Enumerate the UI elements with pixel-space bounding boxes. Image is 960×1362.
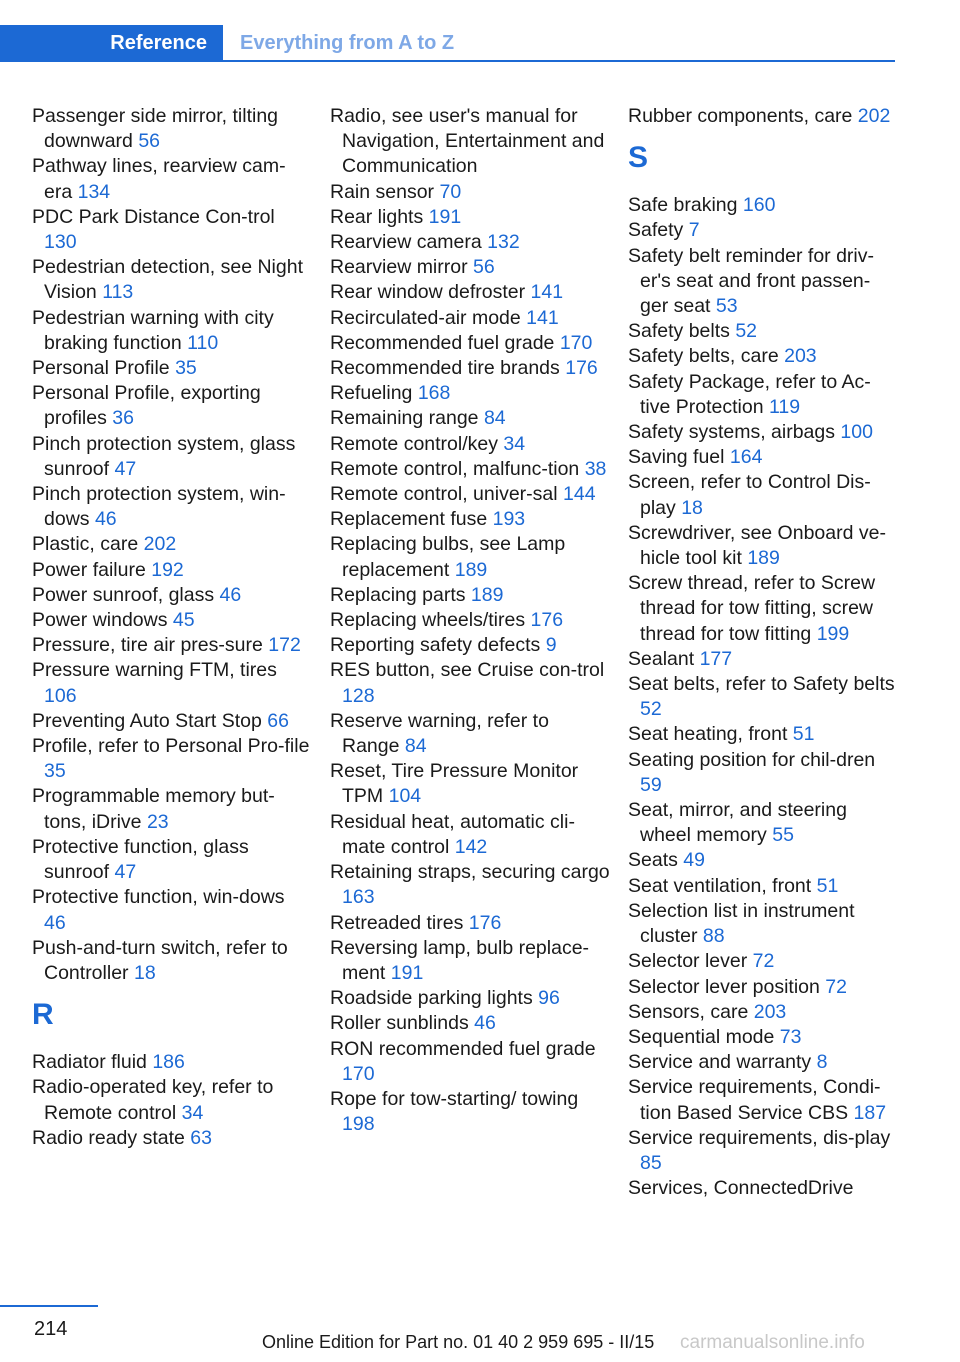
index-entry-text: Remote control, univer-sal bbox=[330, 483, 558, 506]
index-entry bbox=[32, 1075, 310, 1125]
index-letter-heading: S bbox=[628, 141, 649, 175]
index-entry bbox=[32, 306, 310, 356]
index-entry bbox=[628, 722, 898, 747]
index-entry bbox=[628, 672, 898, 722]
page-link[interactable]: 45 bbox=[172, 609, 195, 632]
index-entry bbox=[628, 319, 898, 344]
page-link[interactable]: 191 bbox=[390, 961, 424, 984]
index-entry-text: Screwdriver, see Onboard ve-hicle tool kit bbox=[628, 521, 886, 570]
page-link[interactable]: 7 bbox=[688, 219, 700, 242]
page-link[interactable]: 38 bbox=[584, 457, 607, 480]
page-link[interactable]: 170 bbox=[559, 331, 593, 354]
index-entry bbox=[628, 344, 898, 369]
index-entry bbox=[32, 936, 310, 986]
index-entry-text: Passenger side mirror, tilting downward bbox=[32, 105, 279, 153]
index-entry-text: Rain sensor bbox=[330, 180, 435, 203]
page-link[interactable]: 35 bbox=[44, 760, 66, 783]
index-entry-text: Replacing bulbs, see Lamp replacement bbox=[330, 533, 566, 581]
index-entry-text: Screw thread, refer to Screw thread for tow fitting, screw thread for tow fitting bbox=[628, 572, 876, 645]
index-entry-text: Seating position for chil-dren bbox=[628, 748, 876, 771]
page-link[interactable]: 53 bbox=[715, 295, 738, 318]
index-entry-text: Radio ready state bbox=[32, 1126, 185, 1149]
index-entry bbox=[32, 558, 310, 583]
index-entry-text: Safety Package, refer to Ac-tive Protection bbox=[628, 370, 871, 418]
page-link[interactable]: 186 bbox=[152, 1051, 185, 1074]
index-entry-text: PDC Park Distance Con-trol bbox=[32, 205, 275, 228]
page-link[interactable]: 202 bbox=[857, 105, 891, 127]
index-entry-text: Power sunroof, glass bbox=[32, 583, 215, 606]
page-link[interactable]: 176 bbox=[565, 357, 598, 380]
page-link[interactable]: 142 bbox=[454, 835, 488, 858]
index-entry-text: Retaining straps, securing cargo bbox=[330, 861, 610, 884]
section-tab bbox=[0, 25, 223, 62]
index-entry-text: Screen, refer to Control Dis-play bbox=[628, 471, 871, 519]
page-link[interactable]: 189 bbox=[470, 583, 504, 606]
index-entry-text: Reset, Tire Pressure Monitor TPM bbox=[330, 760, 579, 808]
page-link[interactable]: 72 bbox=[825, 975, 847, 998]
page-link[interactable]: 170 bbox=[342, 1062, 375, 1085]
page-link[interactable]: 119 bbox=[768, 395, 801, 418]
index-entry-text: Seat heating, front bbox=[628, 723, 788, 746]
index-entry-text: Personal Profile, exporting profiles bbox=[32, 382, 261, 430]
index-entry-text: Service requirements, Condi-tion Based Service CBS bbox=[628, 1076, 881, 1124]
page-link[interactable]: 46 bbox=[474, 1012, 496, 1035]
index-entry bbox=[330, 759, 610, 809]
index-entry-text: Sensors, care bbox=[628, 1000, 749, 1023]
index-entry bbox=[32, 1050, 310, 1075]
page-link[interactable]: 163 bbox=[342, 886, 375, 909]
index-entry-text: Push-and-turn switch, refer to Controller bbox=[32, 936, 288, 984]
index-entry-text: Recirculated-air mode bbox=[330, 306, 521, 329]
index-entry-text: Replacing wheels/tires bbox=[330, 609, 526, 632]
index-entry bbox=[330, 633, 610, 658]
index-entry-text: Programmable memory but-tons, iDrive bbox=[32, 785, 275, 833]
index-entry-text: Services, ConnectedDrive bbox=[628, 1177, 854, 1200]
page-link[interactable]: 203 bbox=[753, 1000, 787, 1023]
index-entry bbox=[32, 784, 310, 834]
index-entry-text: Selector lever bbox=[628, 950, 748, 973]
index-entry-text: Remaining range bbox=[330, 407, 479, 430]
index-entry bbox=[330, 911, 610, 936]
index-entry bbox=[628, 104, 898, 129]
index-entry bbox=[330, 709, 610, 759]
index-entry-text: Safe braking bbox=[628, 194, 738, 217]
page-link[interactable]: 46 bbox=[94, 508, 117, 531]
page-link[interactable]: 193 bbox=[492, 508, 526, 531]
index-entry bbox=[32, 608, 310, 633]
page-link[interactable]: 36 bbox=[112, 407, 134, 430]
index-entry bbox=[330, 205, 610, 230]
index-entry-text: Seat ventilation, front bbox=[628, 874, 812, 897]
index-entry-text: Rearview camera bbox=[330, 231, 482, 254]
index-entry bbox=[628, 1000, 898, 1025]
index-entry bbox=[628, 874, 898, 899]
index-entry bbox=[330, 356, 610, 381]
page-link[interactable]: 52 bbox=[735, 320, 758, 343]
index-entry-text: Saving fuel bbox=[628, 446, 725, 469]
index-entry bbox=[628, 1075, 898, 1125]
index-entry-text: Rope for tow-starting/ towing bbox=[330, 1087, 579, 1110]
page-link[interactable]: 70 bbox=[439, 180, 462, 203]
index-entry-text: Pinch protection system, glass sunroof bbox=[32, 432, 296, 480]
index-entry bbox=[628, 1126, 898, 1176]
header-rule bbox=[223, 60, 895, 62]
index-entry-text: Plastic, care bbox=[32, 533, 139, 556]
page-link[interactable]: 144 bbox=[563, 483, 596, 506]
index-entry-text: Pathway lines, rearview cam-era bbox=[32, 155, 286, 203]
page-link[interactable]: 113 bbox=[102, 281, 134, 304]
page-link[interactable]: 9 bbox=[545, 634, 557, 657]
index-entry-text: Power windows bbox=[32, 609, 168, 632]
index-entry bbox=[32, 658, 310, 708]
index-entry-text: Roller sunblinds bbox=[330, 1012, 469, 1035]
index-entry bbox=[330, 457, 610, 482]
index-entry bbox=[32, 583, 310, 608]
page-link[interactable]: 47 bbox=[114, 457, 137, 480]
page-link[interactable]: 66 bbox=[267, 709, 289, 732]
index-entry bbox=[32, 104, 310, 154]
page-link[interactable]: 141 bbox=[530, 281, 564, 304]
index-entry-text: Seat, mirror, and steering wheel memory bbox=[628, 799, 847, 847]
index-entry bbox=[32, 482, 310, 532]
page-link[interactable]: 164 bbox=[729, 446, 763, 469]
page-link[interactable]: 192 bbox=[151, 558, 184, 581]
index-entry bbox=[628, 975, 898, 1000]
index-entry bbox=[330, 1037, 610, 1087]
page-link[interactable]: 168 bbox=[417, 382, 451, 405]
index-entry-text: Safety bbox=[628, 219, 684, 242]
index-entry bbox=[32, 432, 310, 482]
page-link[interactable]: 84 bbox=[483, 407, 506, 430]
index-entry bbox=[628, 1050, 898, 1075]
index-entry-text: Profile, refer to Personal Pro-file bbox=[32, 735, 310, 758]
page-link[interactable]: 56 bbox=[138, 130, 161, 153]
page-link[interactable]: 85 bbox=[640, 1151, 662, 1174]
index-entry-text: Reporting safety defects bbox=[330, 634, 541, 657]
page-link[interactable]: 8 bbox=[816, 1051, 828, 1074]
index-entry-text: Pedestrian warning with city braking function bbox=[32, 306, 274, 354]
index-entry bbox=[330, 255, 610, 280]
index-entry bbox=[628, 848, 898, 873]
index-entry bbox=[628, 798, 898, 848]
page-link[interactable]: 47 bbox=[114, 861, 137, 884]
index-column-2 bbox=[330, 104, 610, 1137]
page-link[interactable]: 203 bbox=[784, 345, 817, 368]
index-entry bbox=[330, 306, 610, 331]
index-column-3 bbox=[628, 104, 898, 1201]
index-entry-text: Protective function, glass sunroof bbox=[32, 835, 249, 884]
index-entry bbox=[330, 532, 610, 582]
index-entry bbox=[330, 482, 610, 507]
page-link[interactable]: 46 bbox=[44, 911, 66, 934]
page-link[interactable]: 34 bbox=[503, 432, 526, 455]
page-link[interactable]: 134 bbox=[77, 180, 111, 203]
index-entry bbox=[628, 899, 898, 949]
index-entry-text: Protective function, win-dows bbox=[32, 886, 285, 909]
index-entry bbox=[32, 532, 310, 557]
page-link[interactable]: 132 bbox=[487, 231, 520, 254]
page-link[interactable]: 176 bbox=[468, 911, 502, 934]
page-link[interactable]: 18 bbox=[681, 496, 703, 519]
index-entry bbox=[32, 205, 310, 255]
index-entry bbox=[330, 608, 610, 633]
page-link[interactable]: 189 bbox=[454, 558, 488, 581]
index-entry bbox=[32, 734, 310, 784]
index-entry bbox=[628, 1176, 898, 1201]
page-link[interactable]: 84 bbox=[404, 735, 427, 758]
page-link[interactable]: 34 bbox=[181, 1101, 204, 1124]
page-link[interactable]: 187 bbox=[853, 1101, 887, 1124]
index-entry-text: Residual heat, automatic cli-mate control bbox=[330, 810, 575, 858]
chapter-title: Everything from A to Z bbox=[240, 32, 455, 54]
index-entry bbox=[628, 193, 898, 218]
page-link[interactable]: 73 bbox=[779, 1025, 802, 1048]
page-link[interactable]: 128 bbox=[342, 684, 375, 707]
index-entry-text: Recommended fuel grade bbox=[330, 331, 555, 354]
index-entry bbox=[32, 709, 310, 734]
page-link[interactable]: 51 bbox=[792, 723, 815, 746]
page-link[interactable]: 52 bbox=[640, 698, 662, 721]
page-link[interactable]: 177 bbox=[699, 647, 733, 670]
index-column-1 bbox=[32, 104, 310, 1151]
index-entry-text: Reversing lamp, bulb replace-ment bbox=[330, 936, 590, 984]
index-entry bbox=[628, 470, 898, 520]
index-entry bbox=[330, 180, 610, 205]
index-entry-text: Radio-operated key, refer to Remote control bbox=[32, 1076, 274, 1124]
index-entry bbox=[628, 420, 898, 445]
index-entry bbox=[330, 810, 610, 860]
index-entry bbox=[628, 949, 898, 974]
index-entry-text: RES button, see Cruise con-trol bbox=[330, 659, 605, 682]
index-entry-text: Replacing parts bbox=[330, 583, 466, 606]
index-entry bbox=[628, 647, 898, 672]
page-link[interactable]: 88 bbox=[702, 925, 725, 948]
index-entry bbox=[330, 1087, 610, 1137]
index-entry-text: Pedestrian detection, see Night Vision bbox=[32, 256, 304, 304]
index-entry-text: Service and warranty bbox=[628, 1051, 812, 1074]
index-entry-text: Safety belts, care bbox=[628, 345, 779, 368]
index-entry bbox=[628, 748, 898, 798]
index-entry bbox=[330, 406, 610, 431]
index-entry bbox=[628, 1025, 898, 1050]
page-link[interactable]: 130 bbox=[44, 231, 77, 254]
index-entry bbox=[32, 885, 310, 935]
index-entry bbox=[330, 230, 610, 255]
index-entry-text: Personal Profile bbox=[32, 357, 170, 380]
page-link[interactable]: 49 bbox=[683, 849, 705, 872]
index-entry-text: Selection list in instrument cluster bbox=[628, 899, 855, 948]
page-link[interactable]: 51 bbox=[816, 874, 839, 897]
index-entry bbox=[330, 658, 610, 708]
page-link[interactable]: 55 bbox=[772, 824, 794, 847]
index-entry bbox=[32, 255, 310, 305]
index-entry-text: Safety belts bbox=[628, 320, 730, 343]
index-entry-text: Service requirements, dis-play bbox=[628, 1126, 891, 1149]
index-entry bbox=[32, 835, 310, 885]
index-entry-text: Preventing Auto Start Stop bbox=[32, 709, 262, 732]
index-entry-text: Rearview mirror bbox=[330, 256, 468, 279]
index-entry-text: Refueling bbox=[330, 382, 413, 405]
page-link[interactable]: 59 bbox=[640, 773, 662, 796]
index-entry-text: Seats bbox=[628, 849, 678, 872]
index-entry-text: Rear window defroster bbox=[330, 281, 526, 304]
section-label: Reference bbox=[110, 32, 207, 54]
index-entry-text: Seat belts, refer to Safety belts bbox=[628, 673, 895, 696]
page-link[interactable]: 96 bbox=[538, 987, 560, 1010]
page-link[interactable]: 35 bbox=[175, 357, 197, 380]
index-entry bbox=[330, 507, 610, 532]
index-entry-text: Reserve warning, refer to Range bbox=[330, 709, 549, 758]
index-entry-text: Retreaded tires bbox=[330, 911, 464, 934]
page-link[interactable]: 176 bbox=[530, 609, 564, 632]
page-number: 214 bbox=[34, 1318, 68, 1340]
index-entry-text: Roadside parking lights bbox=[330, 987, 533, 1010]
page-link[interactable]: 106 bbox=[44, 684, 77, 707]
index-entry bbox=[628, 370, 898, 420]
watermark: carmanualsonline.info bbox=[680, 1332, 865, 1353]
index-entry bbox=[330, 381, 610, 406]
index-entry bbox=[628, 445, 898, 470]
index-entry-text: Safety systems, airbags bbox=[628, 421, 835, 444]
page-link[interactable]: 110 bbox=[187, 331, 219, 354]
index-entry-text: Pinch protection system, win-dows bbox=[32, 483, 286, 531]
page-link[interactable]: 172 bbox=[268, 634, 301, 657]
index-entry-text: Power failure bbox=[32, 558, 146, 581]
index-entry bbox=[330, 936, 610, 986]
page-link[interactable]: 141 bbox=[526, 306, 559, 329]
index-entry-text: RON recommended fuel grade bbox=[330, 1037, 596, 1060]
index-entry-text: Remote control, malfunc-tion bbox=[330, 457, 580, 480]
page-link[interactable]: 202 bbox=[143, 533, 177, 556]
index-entry bbox=[32, 1126, 310, 1151]
index-entry bbox=[330, 331, 610, 356]
index-entry-text: Remote control/key bbox=[330, 432, 498, 455]
index-entry bbox=[330, 860, 610, 910]
index-entry-text: Rubber components, care bbox=[628, 105, 853, 127]
index-entry bbox=[32, 381, 310, 431]
index-entry bbox=[628, 571, 898, 647]
index-entry bbox=[330, 432, 610, 457]
page-link[interactable]: 189 bbox=[747, 547, 780, 570]
edition-note: Online Edition for Part no. 01 40 2 959 695 - II/15 bbox=[262, 1332, 655, 1352]
page-link[interactable]: 18 bbox=[133, 961, 156, 984]
index-entry-text: Recommended tire brands bbox=[330, 357, 560, 380]
page-link[interactable]: 46 bbox=[219, 583, 242, 606]
page-link[interactable]: 199 bbox=[816, 622, 850, 645]
page-header bbox=[0, 25, 895, 62]
page-link[interactable]: 104 bbox=[388, 785, 422, 808]
index-entry bbox=[330, 280, 610, 305]
page-link[interactable]: 191 bbox=[428, 205, 462, 228]
index-entry bbox=[330, 583, 610, 608]
index-entry-text: Safety belt reminder for driv-er's seat and front passen-ger seat bbox=[628, 244, 875, 318]
page-link[interactable]: 23 bbox=[146, 810, 169, 833]
page-link[interactable]: 100 bbox=[840, 421, 873, 444]
index-entry bbox=[32, 633, 310, 658]
page-link[interactable]: 63 bbox=[190, 1126, 212, 1149]
index-entry-text: Rear lights bbox=[330, 205, 424, 228]
page-link[interactable]: 56 bbox=[473, 256, 495, 279]
index-entry-text: Sequential mode bbox=[628, 1025, 775, 1048]
index-entry-text: Radiator fluid bbox=[32, 1051, 147, 1074]
index-entry bbox=[32, 154, 310, 204]
index-entry bbox=[628, 244, 898, 320]
index-entry bbox=[330, 986, 610, 1011]
index-entry-text: Pressure, tire air pres-sure bbox=[32, 634, 263, 657]
index-letter-heading: R bbox=[32, 998, 54, 1032]
index-entry-text: Radio, see user's manual for Navigation, Entertainment and Communication bbox=[330, 105, 605, 178]
index-entry bbox=[32, 356, 310, 381]
page-link[interactable]: 160 bbox=[742, 194, 776, 217]
index-entry-text: Pressure warning FTM, tires bbox=[32, 659, 277, 682]
index-entry-text: Selector lever position bbox=[628, 975, 820, 998]
index-entry-text: Sealant bbox=[628, 647, 695, 670]
index-entry bbox=[628, 218, 898, 243]
index-entry bbox=[330, 104, 610, 180]
page-link[interactable]: 72 bbox=[752, 950, 775, 973]
index-entry-text: Replacement fuse bbox=[330, 508, 488, 531]
page-link[interactable]: 198 bbox=[342, 1113, 375, 1136]
index-entry bbox=[330, 1011, 610, 1036]
footer-rule bbox=[0, 1305, 98, 1307]
index-entry bbox=[628, 521, 898, 571]
